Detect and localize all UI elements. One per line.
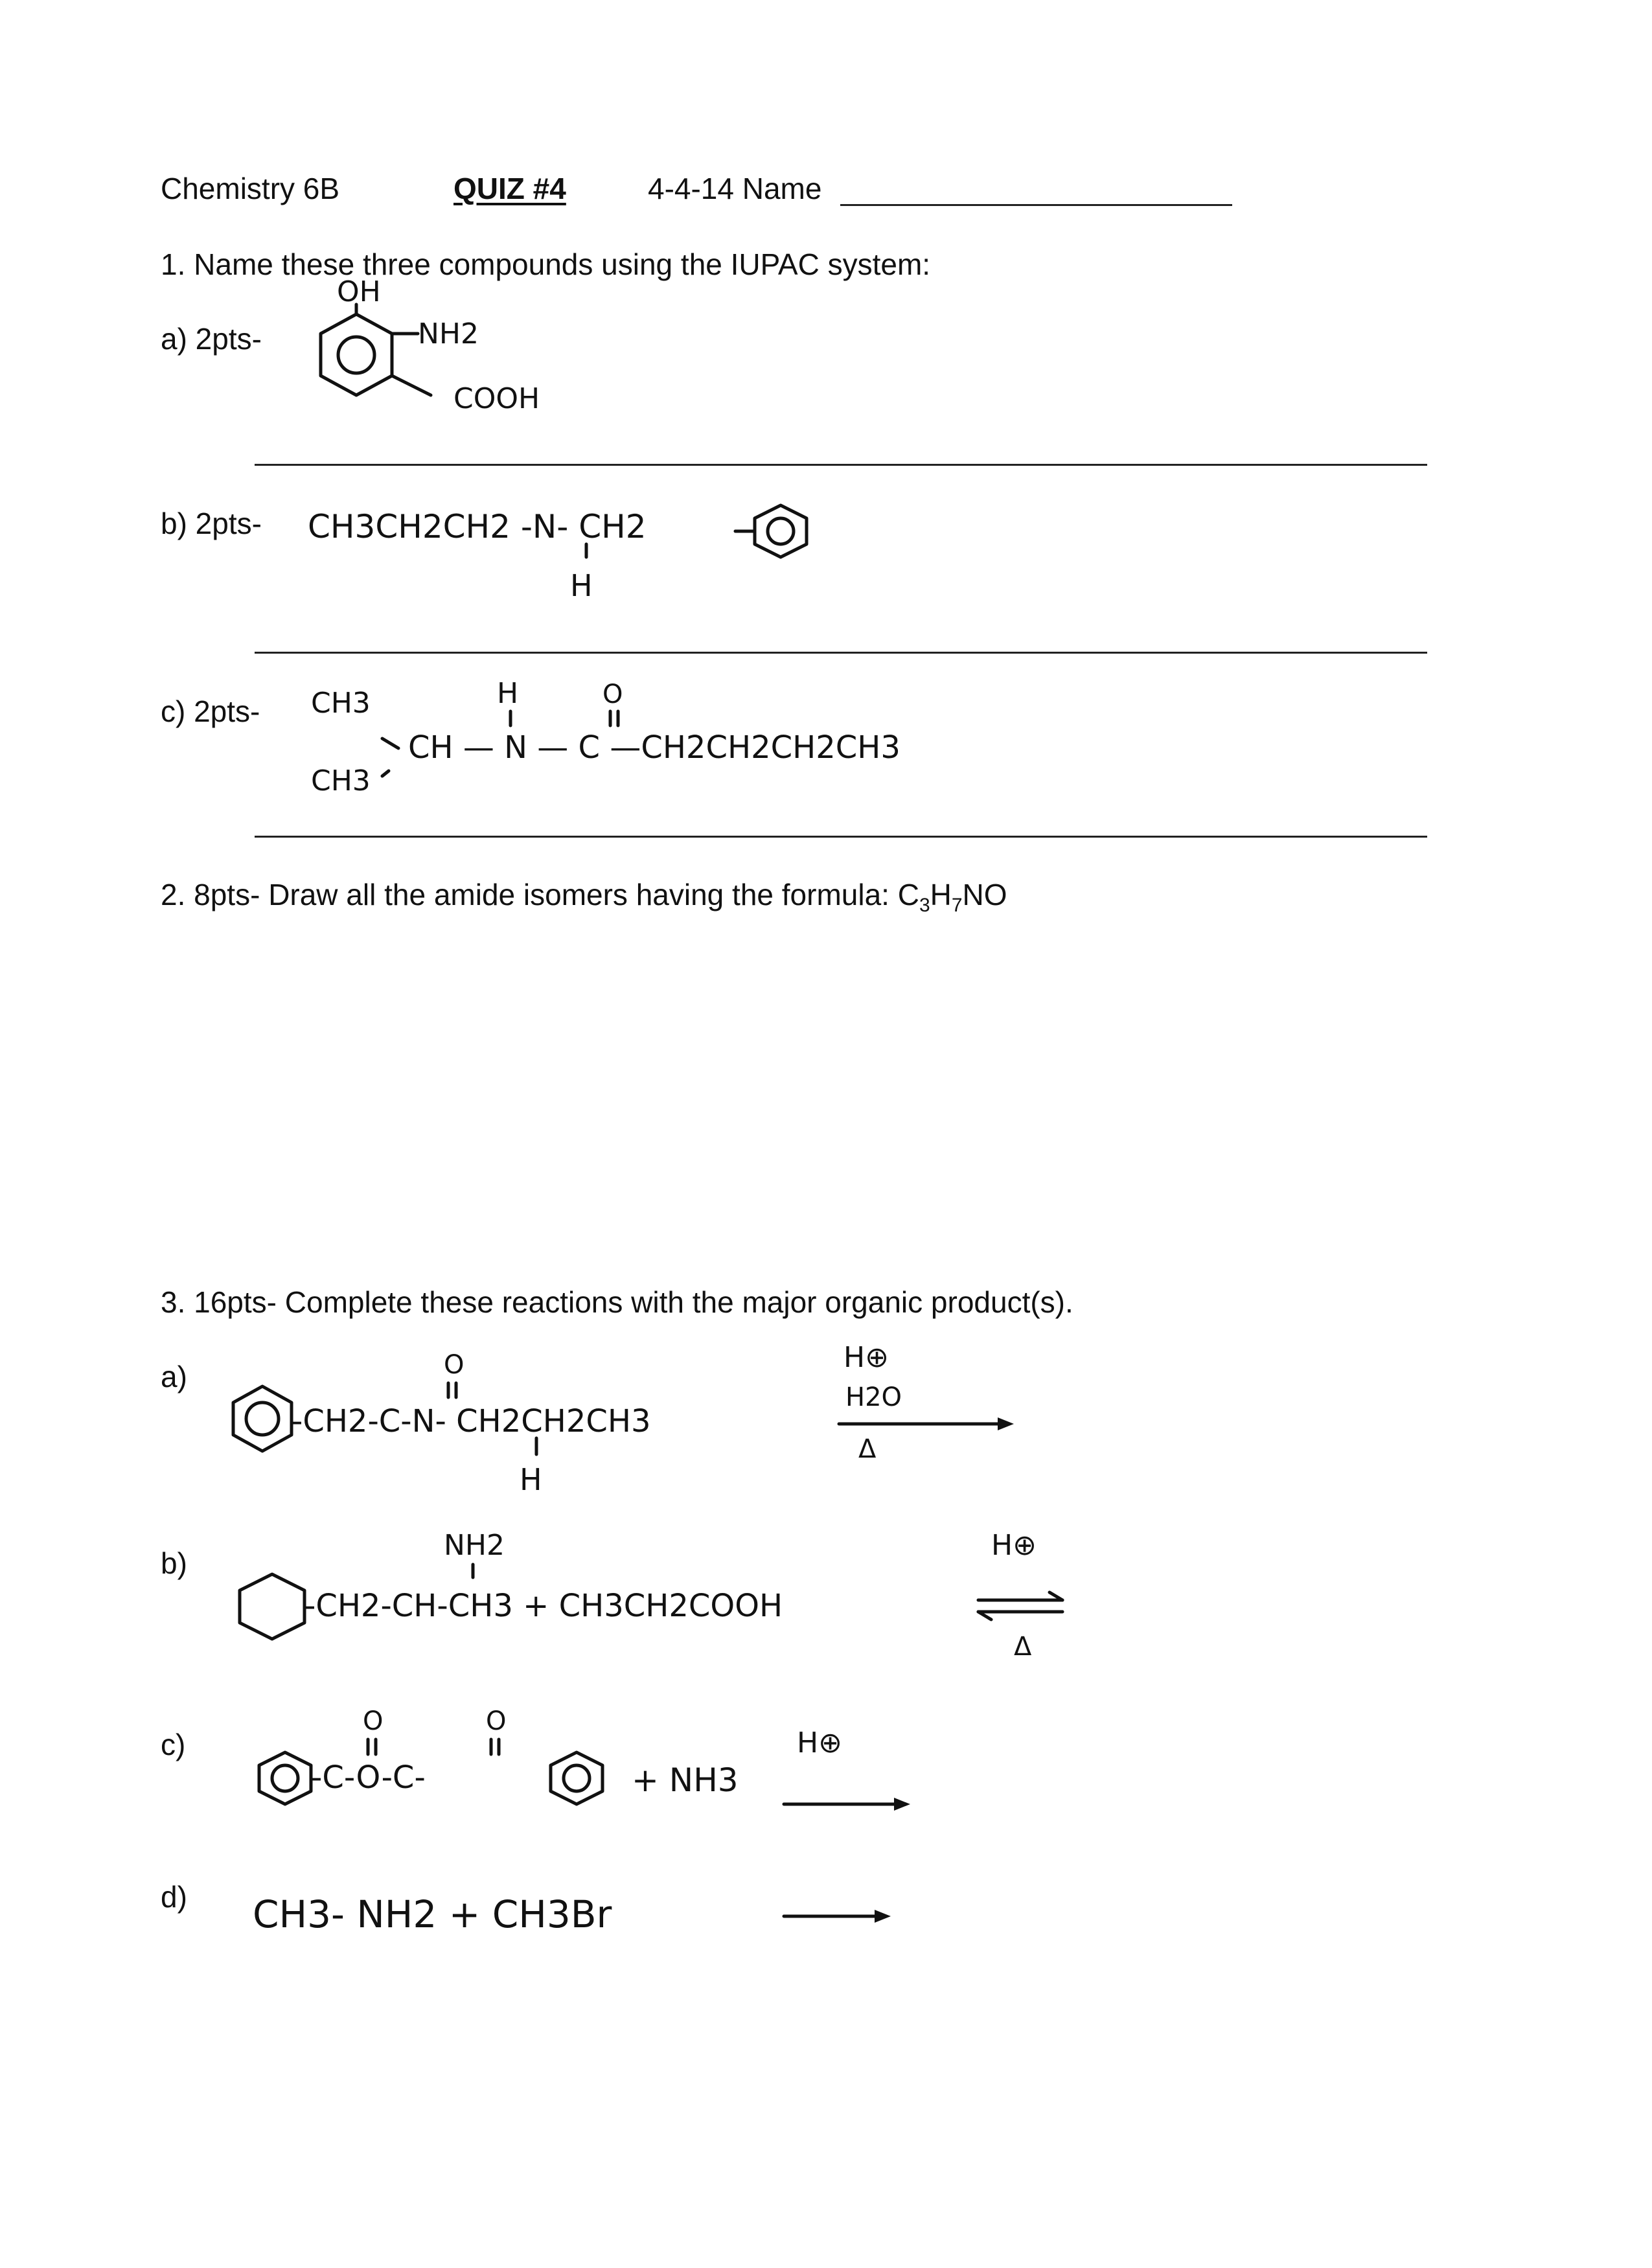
q1a-label: a) 2pts- [161, 322, 262, 356]
arrow-head [875, 1910, 891, 1923]
q3b-reaction [220, 1516, 1101, 1671]
aromatic-circle-left [272, 1765, 298, 1791]
q2-no: NO [962, 878, 1007, 911]
q1c-label: c) 2pts- [161, 694, 260, 728]
q2-prompt-text: 2. 8pts- Draw all the amide isomers having the formula: C [161, 878, 919, 911]
q1c-structure [304, 667, 1017, 810]
q3a-h: H [520, 1462, 542, 1497]
q1a-answer-line[interactable] [255, 464, 1427, 466]
q3a-reaction [214, 1334, 1056, 1503]
benzene-ring-left [259, 1752, 311, 1804]
q1b-structure [308, 492, 826, 609]
aromatic-circle-right [564, 1765, 590, 1791]
q3b-chain: -CH2-CH-CH3 + CH3CH2COOH [304, 1588, 783, 1624]
q1c-main: CH — N — C —CH2CH2CH2CH3 [408, 729, 901, 766]
benzene-ring [755, 505, 807, 557]
q2-prompt [161, 880, 1007, 915]
arrow-head [894, 1798, 910, 1811]
date-name-label: 4-4-14 Name [648, 172, 822, 205]
q1-prompt: 1. Name these three compounds using the IUPAC system: [161, 247, 931, 281]
nh2-group: NH2 [418, 317, 479, 350]
q3a-o: O [444, 1350, 465, 1380]
oh-group: OH [337, 275, 381, 308]
benzene-ring-right [551, 1752, 602, 1804]
q3d-label: d) [161, 1880, 187, 1914]
q2-sub-7: 7 [951, 895, 963, 917]
aromatic-circle [246, 1403, 279, 1435]
q1b-chain: CH3CH2CH2 -N- CH2 [308, 508, 647, 545]
course-title: Chemistry 6B [161, 172, 340, 205]
ch3-bottom: CH3 [311, 764, 371, 797]
q3b-cond-top: H⊕ [991, 1529, 1037, 1562]
q3a-left: -CH2-C-N- CH2CH2CH3 [292, 1403, 651, 1439]
q1a-structure [304, 275, 577, 434]
q3c-tail: + NH3 [632, 1761, 739, 1799]
ch3-top: CH3 [311, 687, 371, 720]
q1b-answer-line[interactable] [255, 652, 1427, 654]
q3a-cond-top: H⊕ [843, 1341, 889, 1374]
q3a-label: a) [161, 1360, 187, 1393]
benzene-ring [321, 314, 392, 395]
q3c-mid: -C-O-C- [311, 1759, 426, 1796]
q2-sub-3: 3 [919, 895, 930, 917]
arrow-head [998, 1417, 1014, 1430]
q1b-label: b) 2pts- [161, 507, 262, 540]
q3a-cond-mid: H2O [845, 1382, 902, 1412]
q1c-answer-line[interactable] [255, 836, 1427, 838]
aromatic-circle [338, 337, 374, 373]
q1c-o: O [602, 680, 623, 709]
q3b-label: b) [161, 1546, 187, 1580]
q3c-o1: O [363, 1706, 384, 1736]
q3c-label: c) [161, 1728, 186, 1761]
cooh-group: COOH [453, 382, 540, 415]
q3b-nh2: NH2 [444, 1529, 505, 1562]
benzene-ring [233, 1386, 292, 1451]
q3c-cond-top: H⊕ [797, 1726, 842, 1759]
q3d-equation: CH3- NH2 + CH3Br [253, 1892, 612, 1936]
aromatic-circle [768, 518, 794, 544]
name-answer-line[interactable] [840, 204, 1232, 206]
q2-h: H [930, 878, 952, 911]
cyclohexane-ring [240, 1574, 304, 1639]
quiz-title: QUIZ #4 [453, 172, 566, 205]
q1c-h: H [497, 677, 519, 710]
q3a-cond-bot: Δ [858, 1434, 877, 1464]
q1b-h: H [570, 568, 593, 603]
q3c-reaction [246, 1697, 959, 1827]
q3d-reaction [253, 1879, 965, 1969]
q3b-cond-bot: Δ [1014, 1632, 1032, 1662]
q3c-o2: O [486, 1706, 507, 1736]
q3-prompt: 3. 16pts- Complete these reactions with the major organic product(s). [161, 1285, 1073, 1319]
